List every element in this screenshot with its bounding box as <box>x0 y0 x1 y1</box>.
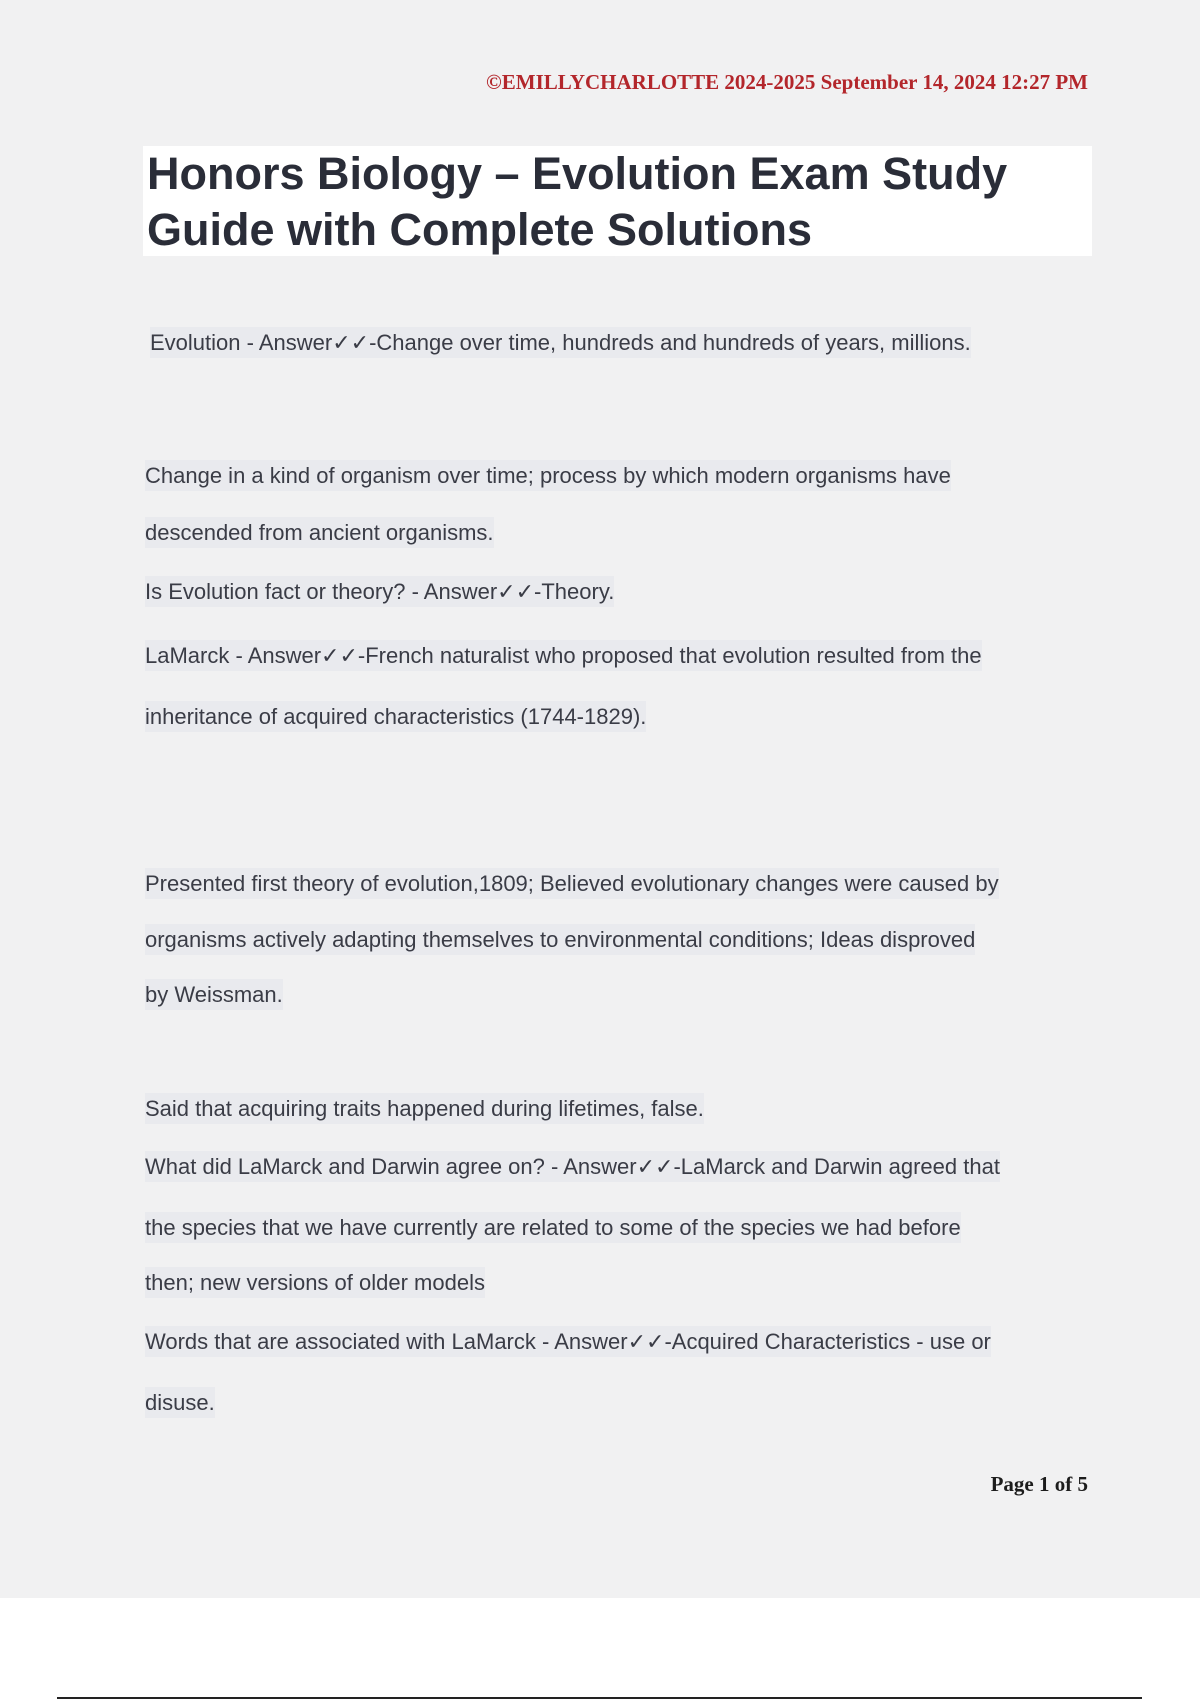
document-title: Honors Biology – Evolution Exam Study Guide with Complete Solutions <box>143 146 1092 256</box>
text-line <box>145 704 646 730</box>
text-line-content: What did LaMarck and Darwin agree on? - Answer✓✓-LaMarck and Darwin agreed that <box>145 1151 1000 1182</box>
text-line <box>145 1096 704 1122</box>
text-line <box>145 1154 1000 1180</box>
text-line-content: Is Evolution fact or theory? - Answer✓✓-Theory. <box>145 576 614 607</box>
text-line-content: Evolution - Answer✓✓-Change over time, hundreds and hundreds of years, millions. <box>150 327 971 358</box>
text-line-content: Said that acquiring traits happened during lifetimes, false. <box>145 1093 704 1124</box>
text-line <box>145 1270 485 1296</box>
text-line <box>145 1329 991 1355</box>
text-line <box>145 1215 961 1241</box>
text-line <box>145 520 494 546</box>
text-line-content: Presented first theory of evolution,1809; Believed evolutionary changes were caused by <box>145 868 999 899</box>
text-line <box>145 463 951 489</box>
text-line-content: inheritance of acquired characteristics (1744-1829). <box>145 701 646 732</box>
text-line-content: then; new versions of older models <box>145 1267 485 1298</box>
text-line <box>145 871 999 897</box>
text-line-content: Words that are associated with LaMarck - Answer✓✓-Acquired Characteristics - use or <box>145 1326 991 1357</box>
text-line <box>145 927 975 953</box>
text-line <box>145 1390 215 1416</box>
text-line-content: descended from ancient organisms. <box>145 517 494 548</box>
page-divider <box>57 1697 1142 1699</box>
text-line-content: disuse. <box>145 1387 215 1418</box>
text-line-content: by Weissman. <box>145 979 283 1010</box>
text-line <box>150 330 971 356</box>
text-line-content: the species that we have currently are related to some of the species we had before <box>145 1212 961 1243</box>
page-number: Page 1 of 5 <box>990 1472 1088 1496</box>
text-line-content: organisms actively adapting themselves to environmental conditions; Ideas disproved <box>145 924 975 955</box>
text-line-content: Change in a kind of organism over time; process by which modern organisms have <box>145 460 951 491</box>
text-line <box>145 643 982 669</box>
text-line <box>145 982 283 1008</box>
text-line-content: LaMarck - Answer✓✓-French naturalist who proposed that evolution resulted from the <box>145 640 982 671</box>
text-line <box>145 579 614 605</box>
copyright-header: ©EMILLYCHARLOTTE 2024-2025 September 14, 2024 12:27 PM <box>486 70 1088 94</box>
